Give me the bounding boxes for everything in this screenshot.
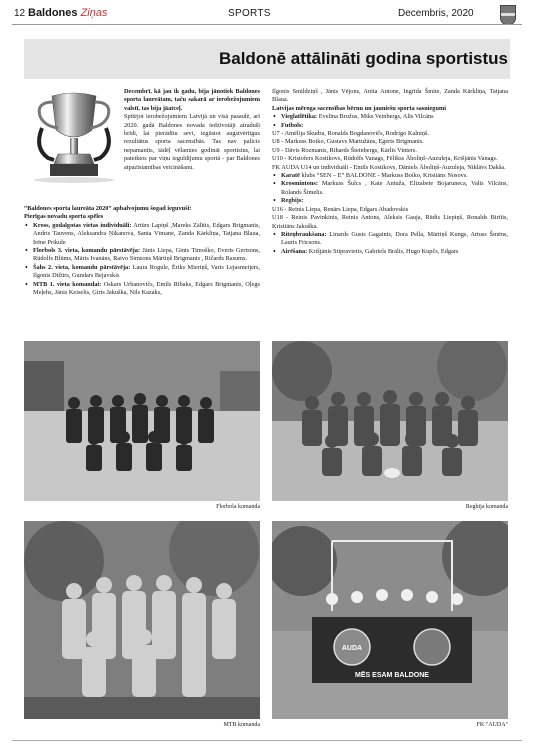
footer-rule [12,740,522,741]
rugby-line: U18 - Reinis Pavinkinis, Reinis Antons, Aleksis Gauja, Rūdis Liepiņš, Ronalds Birītis, Kristiāns Jakuška. [272,214,508,230]
item-text: Evelīna Bružus, Miks Veinbergs, Alīs Vilcāns [317,113,434,121]
list-item [281,122,508,130]
page-number: 12 [14,8,26,19]
football-line: U8 - Markuss Boiko, Gustavs Martužāns, Egerts Brigmanis. [272,138,424,146]
award-heading: “Baldones sporta laureāta 2020” apbalvojumu šogad ieguvuši: [24,205,192,212]
item-label: Regbijs: [281,197,304,205]
list-item [281,197,508,205]
coat-of-arms-icon [500,5,516,25]
rugby-caption: Regbija komanda [465,504,508,510]
item-label: Vieglatlētika: [281,113,318,121]
intro-body: Spītējot ierobežojumiem Latvijā un visā pasaulē, arī 2020. gadā Baldones novada iedzīvotāji atradušī brīdi, lai pierādītu sevi, iegūstot augstvērtīgus rezultātus sporta sacensībās. Tas nav palicis nepamanīts, tādēļ vēlamies godināt sportistus, lai pateiktos par viņu ieguldījumu sportā - par Baldones atpazīstamības veicināšanu. [124,113,260,171]
issue-date: Decembris, 2020 [398,8,474,19]
mtb-team-photo [24,521,260,719]
header-rule [12,24,522,25]
banner-slogan: MĒS ESAM BALDONE [355,672,429,679]
list-item [33,281,260,298]
item-label: Airēšana: [281,247,308,255]
masthead [28,7,107,19]
banner-club-name: AUDA [341,645,363,652]
football-line: U10 - Kristofers Kostikovs, Rūdolfs Vanags, Fēlikss Āboliņš-Auzuleja, Krišjānis Vanags. [272,155,498,163]
mtb-continued: Ilgonis Smildziņš , Jānis Vējons, Anita Antone, Ingrīda Šmite, Zanda Kārkliņa, Tatjana Blaua. [272,88,508,104]
item-label: Florbols 3. vieta, komandu pārstāvēja: [33,247,141,255]
item-text: Artūrs Lapiņš ,Mareks Zālītis, Edgars Brigmanis, Andris Tauvens, Aleksandra Ņikanova, Santa Vīmane, Zanda Kārkliņa, Tatjana Blaua, Irēne Prikule [33,221,261,246]
section-label: SPORTS [228,8,271,19]
item-label: MTB 1. vieta komandai: [33,280,102,288]
rugby-team-photo [272,341,508,501]
masthead-name: Baldones [28,7,78,19]
item-text: Oskars Urbanovičs, Emīls Ribaks, Edgars Brigmanis, Oļegs Meļehs, Jānis Keiselis, Ģirts Jakuška, Nils Kazaks, [33,280,260,297]
mtb-caption: MTB komanda [223,722,260,728]
youth-heading: Latvijas mēroga sacensības bērnu un jauniešu sporta sasniegumi [272,104,446,112]
item-label: Riteņbraukšana: [281,230,327,238]
football-line: FK AUDA U14 un individuāli - Emīls Kostikovs, Dāniels Āboliņš-Auzuleja, Niklāvs Dakša. [272,163,506,171]
floorball-team-photo [24,341,260,501]
floorball-caption: Florbola komanda [216,504,260,510]
youth-achievements [272,88,508,256]
item-label: Krosmintons: [281,180,318,188]
masthead-zinas: Ziņas [80,7,108,19]
intro-lead: Decembrī, kā jau ik gadu, bija jānotiek Baldones sporta laureātam, taču sakarā ar ierobežojumiem valstī, tas bija jāatceļ. [124,88,260,112]
list-item [281,113,508,121]
football-line: U7 - Amēlija Skudra, Ronalds Bogdanovičs, Rodrigo Kalniņš. [272,130,430,138]
intro-text [124,88,260,172]
item-label: Kross, godalgotas vietas individuāli: [33,221,132,229]
item-text: Jānis Liepa, Gints Timoško, Everts Gertsons, Rūdolfs Blūms, Māris Ivanāns, Raivo Simsons Mārtiņš Brigmanis , Ričards Rasums. [33,247,260,263]
football-line: U9 - Dāvis Rozmanis, Rihards Šteinbergs, Kārlis Vinters. [272,146,417,154]
article-title: Baldonē attālināti godina sportistus [218,49,508,68]
item-text: Linards Gusts Gagainis, Dora Pella, Mārtiņš Kungs, Artuss Šmēns, Lauris Fricsons. [281,230,508,247]
item-text: klubs “SEN – E” BALDONE - Markuss Boiko, Kristiāns Nosovs. [299,172,468,180]
item-text: Krišjānis Stipravietis, Gabriels Brālis, Hugo Kupčs, Edgars [307,247,459,255]
list-item [281,231,508,248]
rugby-line: U16 - Reinis Liepa, Renārs Liepa, Edgars Abadovskis [272,205,409,213]
list-item [33,222,260,247]
auda-caption: FK "AUDA" [476,722,508,728]
list-item [33,247,260,264]
fk-auda-photo [272,521,508,719]
page-header [0,0,534,30]
laureate-list [24,205,260,297]
item-text: Markuss Šulcs , Kate Antuža, Elizabete Bojaruneca, Valts Vilcāns, Rolands Šimelis. [281,180,508,196]
item-label: Šahs 2. vieta, komandu pārstāvēja: [33,263,131,271]
list-item [33,264,260,281]
list-item [281,248,508,256]
item-label: Futbols: [281,121,304,129]
trophy-icon [28,88,120,186]
item-label: Karatē [281,172,300,180]
list-item [281,180,508,197]
item-text: Laura Rogule, Ēriks Mieriņš, Varis Lejasmeijers, Ilgonis Dižūrs, Gundars Bejavskis [33,263,260,280]
games-heading: Pierīgas novadu sporta spēles [24,213,104,221]
